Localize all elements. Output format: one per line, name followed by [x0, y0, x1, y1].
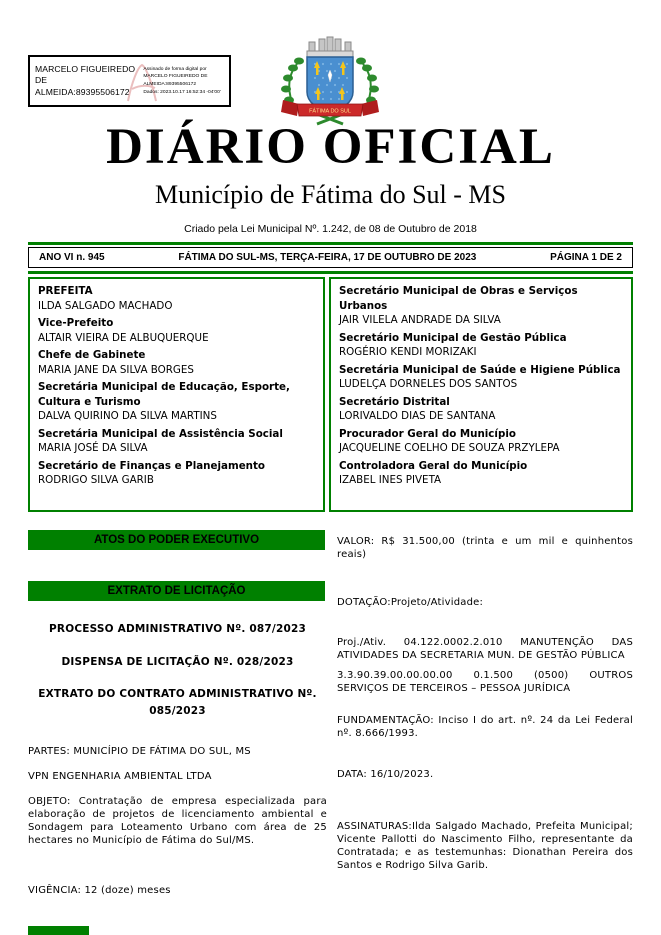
- process-heading: PROCESSO ADMINISTRATIVO Nº. 087/2023: [49, 623, 306, 635]
- official-entry: [38, 284, 315, 313]
- official-entry: [339, 284, 623, 328]
- gazette-subtitle: Município de Fátima do Sul - MS: [155, 180, 506, 209]
- official-entry: [38, 459, 315, 488]
- valor-paragraph: VALOR: R$ 31.500,00 (trinta e um mil e quinhentos reais): [337, 536, 633, 560]
- signature-details-line: ALMEIDA:89395506172: [143, 82, 197, 87]
- edition-number: ANO VI n. 945: [39, 252, 105, 263]
- official-title: Secretário Municipal de Obras e Serviços Urbanos: [339, 285, 578, 312]
- issue-info-bar: [28, 247, 633, 268]
- official-title: Secretário de Finanças e Planejamento: [38, 459, 266, 472]
- official-name: LORIVALDO DIAS DE SANTANA: [339, 410, 496, 422]
- section-banner-bidding-extract: [28, 581, 325, 601]
- official-entry: [339, 395, 623, 424]
- fundamentacao-paragraph: FUNDAMENTAÇÃO: Inciso I do art. nº. 24 da Lei Federal nº. 8.666/1993.: [337, 715, 633, 739]
- official-entry: [339, 331, 623, 360]
- mural-crown-icon: [307, 37, 353, 57]
- official-title: Secretária Municipal de Saúde e Higiene Pública: [339, 363, 621, 376]
- signature-details-line: MARCELO FIGUEIREDO DE: [143, 74, 208, 80]
- official-title: Chefe de Gabinete: [38, 349, 146, 361]
- official-name: LUDELÇA DORNELES DOS SANTOS: [339, 378, 518, 390]
- cutoff-next-banner: [28, 926, 89, 935]
- body-column-left: [28, 615, 327, 897]
- official-name: IZABEL INES PIVETA: [339, 474, 442, 486]
- objeto-paragraph: OBJETO: Contratação de empresa especializada para elaboração de projetos de licenciamento ambiental e Sondagem para Loteamento Urbano com área de 25 hectares no Município de Fátima do Sul/MS.: [28, 796, 327, 846]
- green-rule-top: [28, 242, 633, 245]
- official-entry: [38, 316, 315, 345]
- officials-box-right: [329, 277, 633, 512]
- data-paragraph: DATA: 16/10/2023.: [337, 769, 434, 780]
- section-banner-executive-acts: [28, 530, 325, 550]
- signature-details-line: Dados: 2023.10.17 16:52:34 -04'00': [143, 89, 221, 95]
- official-entry: [339, 363, 623, 392]
- official-name: JAIR VILELA ANDRADE DA SILVA: [339, 314, 501, 326]
- official-title: Secretária Municipal de Educação, Esporte, Cultura e Turismo: [38, 381, 290, 408]
- contratada-paragraph: VPN ENGENHARIA AMBIENTAL LTDA: [28, 771, 212, 782]
- signature-details-line: Assinado de forma digital por: [143, 66, 207, 72]
- official-title: Controladora Geral do Município: [339, 459, 528, 472]
- official-entry: [38, 380, 315, 424]
- green-rule-bottom: [28, 271, 633, 274]
- page-indicator: PÁGINA 1 DE 2: [550, 252, 622, 263]
- dotacao-paragraph: DOTAÇÃO:Projeto/Atividade:: [337, 597, 484, 608]
- official-title: Secretário Distrital: [339, 395, 450, 408]
- waiver-heading: DISPENSA DE LICITAÇÃO Nº. 028/2023: [61, 656, 294, 668]
- official-name: MARIA JOSÉ DA SILVA: [38, 442, 148, 454]
- rubrica-orcamentaria-paragraph: 3.3.90.39.00.00.00.00 0.1.500 (0500) OUTROS SERVIÇOS DE TERCEIROS – PESSOA JURÍDICA: [337, 670, 633, 694]
- official-entry: [339, 459, 623, 488]
- section-banner-label: EXTRATO DE LICITAÇÃO: [107, 585, 246, 597]
- coat-of-arms: [273, 30, 387, 128]
- official-name: RODRIGO SILVA GARIB: [38, 474, 154, 486]
- official-entry: [38, 348, 315, 377]
- section-banner-label: ATOS DO PODER EXECUTIVO: [93, 534, 260, 546]
- official-entry: [339, 427, 623, 456]
- contract-extract-heading: EXTRATO DO CONTRATO ADMINISTRATIVO Nº. 085/2023: [38, 688, 317, 717]
- official-title: Vice-Prefeito: [38, 317, 114, 329]
- assinaturas-paragraph: ASSINATURAS:Ilda Salgado Machado, Prefeita Municipal; Vicente Pallotti do Nascimento Filho, representante da Contratada; e as testemunhas: Dionathan Pereira dos Santos e Rodrigo Silva Garib.: [337, 821, 633, 871]
- body-column-right: [337, 528, 633, 872]
- official-name: ILDA SALGADO MACHADO: [38, 299, 173, 312]
- digital-signature-stamp[interactable]: [28, 55, 231, 107]
- official-name: MARIA JANE DA SILVA BORGES: [38, 363, 194, 376]
- creation-law-line: Criado pela Lei Municipal Nº. 1.242, de 08 de Outubro de 2018: [184, 223, 477, 235]
- vigencia-paragraph: VIGÊNCIA: 12 (doze) meses: [28, 885, 171, 896]
- official-title: Secretária Municipal de Assistência Social: [38, 427, 283, 440]
- official-title: Procurador Geral do Município: [339, 427, 516, 440]
- official-name: JACQUELINE COELHO DE SOUZA PRZYLEPA: [339, 442, 560, 454]
- crest-ribbon-text: FÁTIMA DO SUL: [309, 108, 351, 115]
- official-name: ALTAIR VIEIRA DE ALBUQUERQUE: [38, 331, 209, 344]
- signature-signer-name: MARCELO FIGUEIREDO DE ALMEIDA:89395506172: [35, 63, 136, 97]
- gazette-title: DIÁRIO OFICIAL: [106, 119, 555, 175]
- signature-details: [143, 66, 224, 96]
- official-title: PREFEITA: [38, 285, 93, 297]
- partes-paragraph: PARTES: MUNICÍPIO DE FÁTIMA DO SUL, MS: [28, 746, 251, 757]
- issue-date-line: FÁTIMA DO SUL-MS, TERÇA-FEIRA, 17 DE OUTUBRO DE 2023: [178, 252, 477, 263]
- official-name: DALVA QUIRINO DA SILVA MARTINS: [38, 410, 217, 422]
- projeto-atividade-paragraph: Proj./Ativ. 04.122.0002.2.010 MANUTENÇÃO DAS ATIVIDADES DA SECRETARIA MUN. DE GESTÃO PÚBLICA: [337, 637, 633, 661]
- official-entry: [38, 427, 315, 456]
- official-title: Secretário Municipal de Gestão Pública: [339, 331, 567, 344]
- officials-box-left: [28, 277, 325, 512]
- official-name: ROGÉRIO KENDI MORIZAKI: [339, 346, 477, 358]
